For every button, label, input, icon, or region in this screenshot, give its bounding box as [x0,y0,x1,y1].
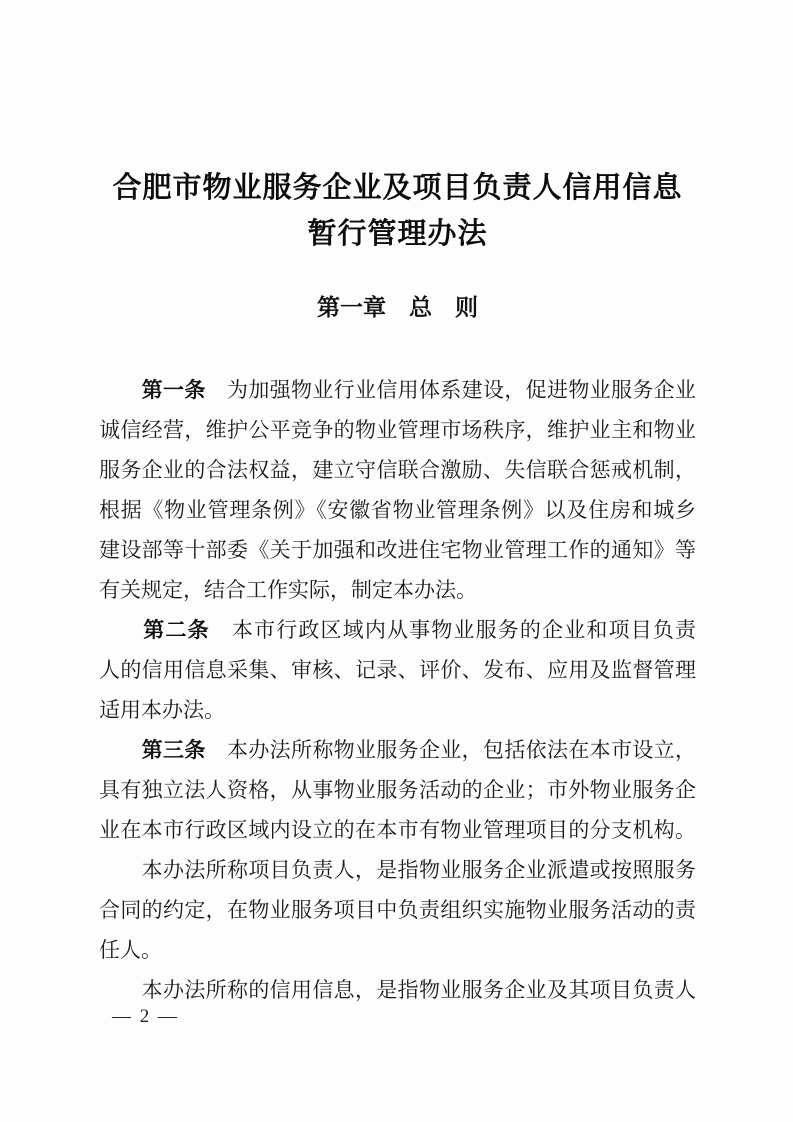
text-line [99,530,696,570]
text-line [99,890,696,930]
text-line [99,410,696,450]
line-text: 有关规定，结合工作实际，制定本办法。 [99,578,477,602]
line-text: 任人。 [99,938,162,962]
article-number: 第三条 [99,738,206,762]
line-text: 业在本市行政区域内设立的在本市有物业管理项目的分支机构。 [99,818,696,842]
text-line [99,930,696,970]
text-line [99,570,696,610]
document-title [99,0,696,257]
text-line [99,970,696,1010]
text-line [99,690,696,730]
text-line [99,810,696,850]
text-line [99,730,696,770]
line-text: 服务企业的合法权益，建立守信联合激励、失信联合惩戒机制， [99,458,696,482]
text-line [99,770,696,810]
line-text: 合同的约定，在物业服务项目中负责组织实施物业服务活动的责 [99,898,696,922]
chapter-heading: 第一章 总 则 [317,295,478,320]
article-number: 第一条 [99,378,206,402]
page-number: — 2 — [112,1006,179,1027]
text-line [99,650,696,690]
line-text: 本市行政区域内从事物业服务的企业和项目负责 [209,618,697,642]
article-number: 第二条 [99,618,210,642]
text-line [99,610,696,650]
text-line [99,450,696,490]
line-text: 本办法所称的信用信息，是指物业服务企业及其项目负责人 [99,978,696,1002]
text-line [99,370,696,410]
line-text: 为加强物业行业信用体系建设，促进物业服务企业 [205,378,697,402]
line-text: 根据《物业管理条例》《安徽省物业管理条例》以及住房和城乡 [99,498,696,522]
line-text: 诚信经营，维护公平竞争的物业管理市场秩序，维护业主和物业 [99,418,696,442]
line-text: 具有独立法人资格，从事物业服务活动的企业；市外物业服务企 [99,778,696,802]
line-text: 适用本办法。 [99,698,225,722]
line-text: 建设部等十部委《关于加强和改进住宅物业管理工作的通知》等 [99,538,696,562]
text-line [99,490,696,530]
text-line [99,850,696,890]
body-text [99,370,696,1010]
line-text: 人的信用信息采集、审核、记录、评价、发布、应用及监督管理 [99,658,696,682]
document-title-line1: 合肥市物业服务企业及项目负责人信用信息 [112,172,683,204]
line-text: 本办法所称物业服务企业，包括依法在本市设立， [205,738,697,762]
document-content [99,0,696,1010]
document-title-line2: 暂行管理办法 [307,218,488,250]
line-text: 本办法所称项目负责人，是指物业服务企业派遣或按照服务 [99,858,696,882]
